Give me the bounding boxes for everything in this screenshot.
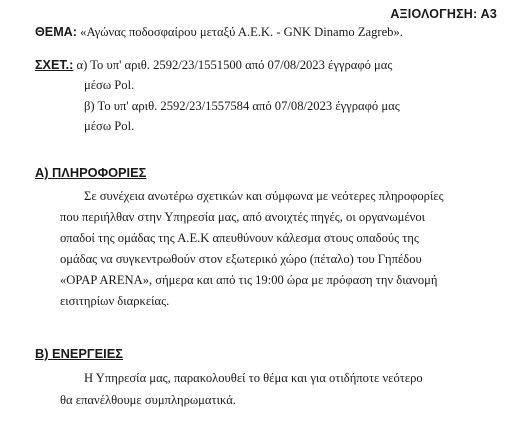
reference-a-line1: α) Το υπ' αριθ. 2592/23/1551500 από 07/08/2023 έγγραφό μας	[76, 58, 393, 72]
reference-a-line2: μέσω Pol.	[84, 78, 135, 92]
section-a-paragraph	[60, 186, 475, 312]
reference-b-line1: β) Το υπ' αριθ. 2592/23/1557584 από 07/08/2023 έγγραφό μας	[84, 99, 400, 113]
subject-text: «Αγώνας ποδοσφαίρου μεταξύ Α.Ε.Κ. - GNK Dinamo Zagreb».	[80, 25, 403, 39]
section-b-heading: Β) ΕΝΕΡΓΕΙΕΣ	[35, 346, 123, 361]
section-a-line: Σε συνέχεια ανωτέρω σχετικών και σύμφωνα με νεότερες πληροφορίες	[84, 189, 444, 203]
section-b-line: θα επανέλθουμε συμπληρωματικά.	[60, 393, 236, 407]
subject-label: ΘΕΜΑ:	[35, 25, 77, 39]
section-a-line: που περιήλθαν στην Υπηρεσία μας, από ανοιχτές πηγές, οι οργανωμένοι	[60, 210, 426, 224]
classification-label: ΑΞΙΟΛΟΓΗΣΗ: Α3	[390, 7, 497, 21]
references-line-1	[35, 58, 392, 73]
section-a-line: οπαδοί της ομάδας της Α.Ε.Κ απευθύνουν κάλεσμα στους οπαδούς της	[60, 231, 419, 245]
section-b-line: Η Υπηρεσία μας, παρακολουθεί το θέμα και για οτιδήποτε νεότερο	[84, 371, 423, 385]
section-b-paragraph	[60, 367, 475, 411]
section-a-line: «OPAP ARENA», σήμερα και από τις 19:00 ώρα με πρόφαση την διανομή	[60, 273, 438, 287]
section-a-line: ομάδας να συγκεντρωθούν στον εξωτερικό χώρο (πέταλο) του Γηπέδου	[60, 252, 422, 266]
reference-b-line2: μέσω Pol.	[84, 119, 135, 133]
references-label: ΣΧΕΤ.:	[35, 58, 74, 72]
section-a-line: εισιτηρίων διαρκείας.	[60, 294, 170, 308]
section-a-heading: Α) ΠΛΗΡΟΦΟΡΙΕΣ	[35, 165, 147, 180]
subject-line	[35, 25, 403, 40]
